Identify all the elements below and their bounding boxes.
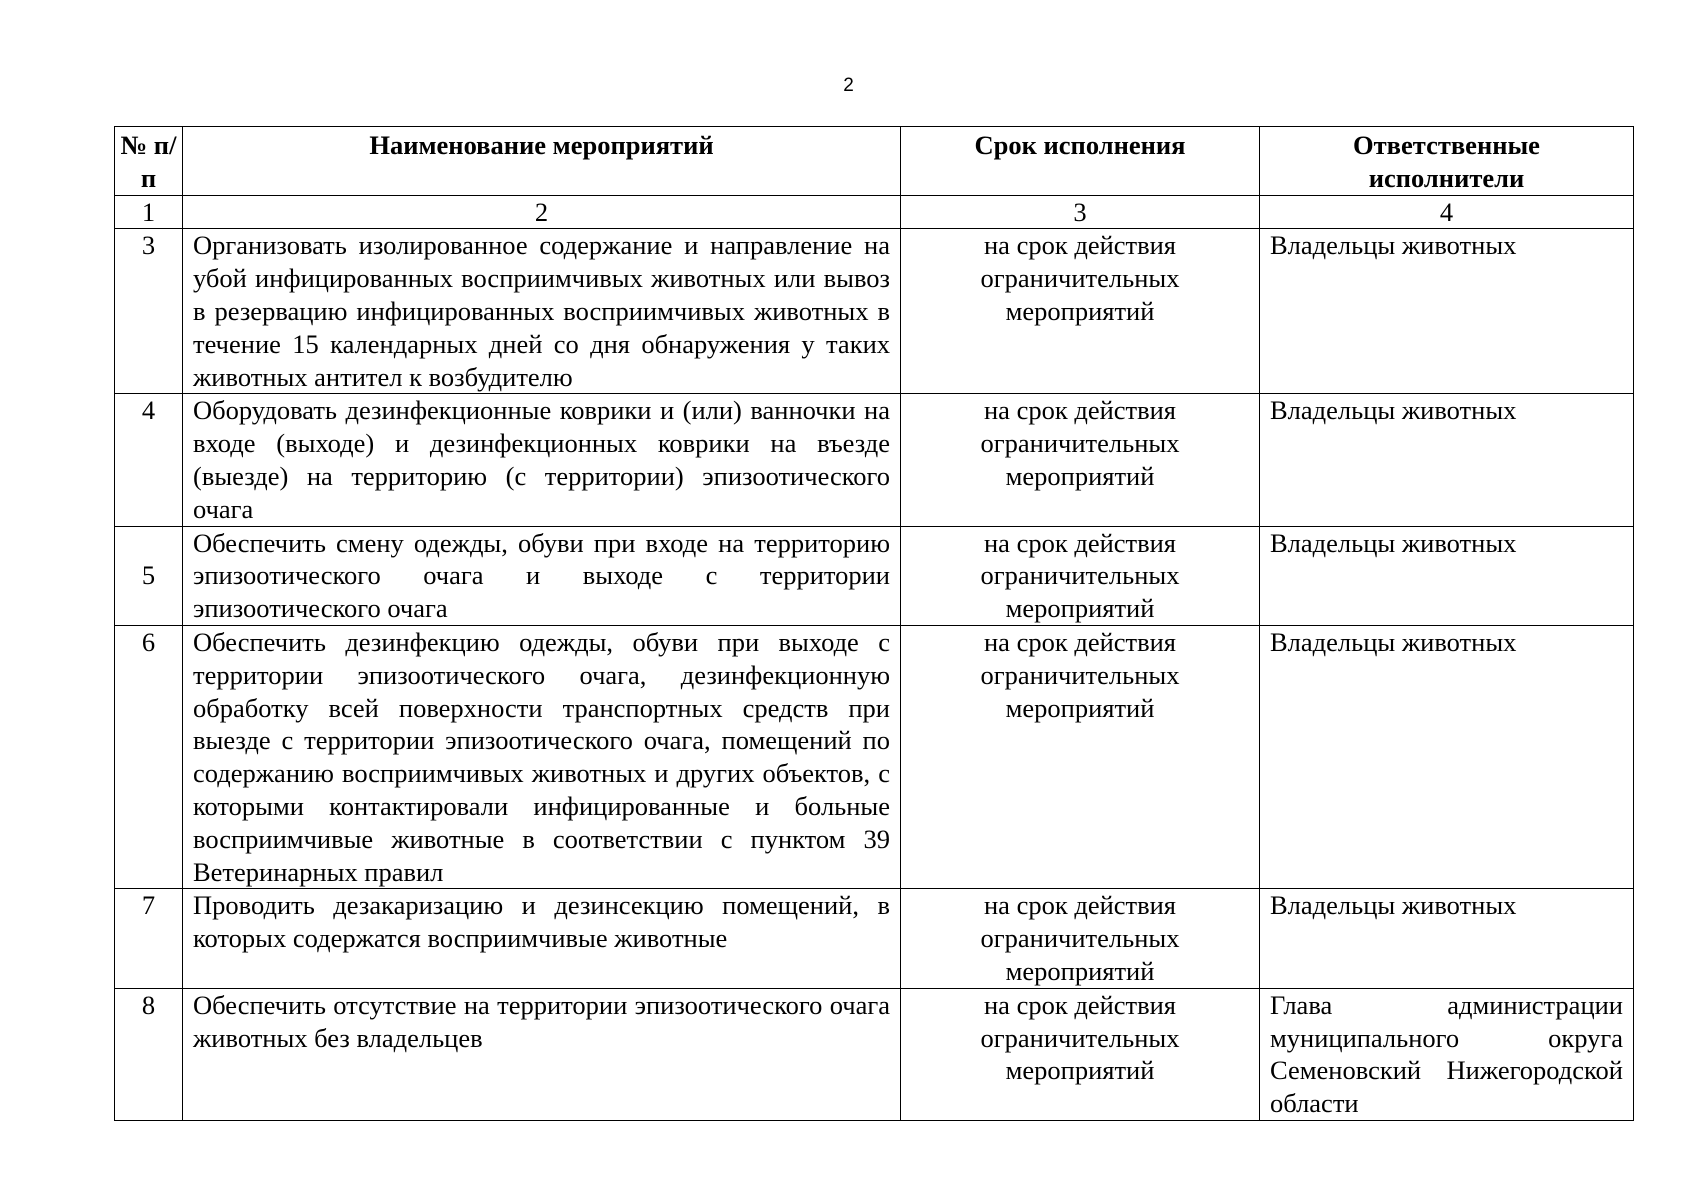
measure-responsible: Владельцы животных bbox=[1260, 229, 1634, 394]
measure-term: на срок действия ограничительных мероприятий bbox=[901, 625, 1260, 888]
table-row bbox=[115, 229, 1634, 394]
table-row bbox=[115, 625, 1634, 888]
column-index: 4 bbox=[1260, 195, 1634, 229]
column-index: 3 bbox=[901, 195, 1260, 229]
header-num: № п/п bbox=[115, 127, 183, 196]
measure-name: Проводить дезакаризацию и дезинсекцию помещений, в которых содержатся восприимчивые животные bbox=[183, 889, 901, 988]
measure-responsible: Глава администрации муниципального округа Семеновский Нижегородской области bbox=[1260, 988, 1634, 1120]
measure-term: на срок действия ограничительных мероприятий bbox=[901, 394, 1260, 526]
row-number: 6 bbox=[115, 625, 183, 888]
table-row bbox=[115, 394, 1634, 526]
column-index-row bbox=[115, 195, 1634, 229]
page-number: 2 bbox=[843, 75, 854, 96]
column-index: 2 bbox=[183, 195, 901, 229]
measure-term: на срок действия ограничительных мероприятий bbox=[901, 526, 1260, 625]
measure-name: Организовать изолированное содержание и направление на убой инфицированных восприимчивых животных или вывоз в резервацию инфицированных восприимчивых животных в течение 15 календарных дней со дня обнаружения у таких животных антител к возбудителю bbox=[183, 229, 901, 394]
measure-name: Оборудовать дезинфекционные коврики и (или) ванночки на входе (выходе) и дезинфекционных коврики на въезде (выезде) на территорию (с территории) эпизоотического очага bbox=[183, 394, 901, 526]
row-number: 8 bbox=[115, 988, 183, 1120]
measure-term: на срок действия ограничительных мероприятий bbox=[901, 889, 1260, 988]
row-number: 3 bbox=[115, 229, 183, 394]
measure-term: на срок действия ограничительных мероприятий bbox=[901, 229, 1260, 394]
measure-responsible: Владельцы животных bbox=[1260, 889, 1634, 988]
measure-name: Обеспечить дезинфекцию одежды, обуви при выходе с территории эпизоотического очага, дезинфекционную обработку всей поверхности транспортных средств при выезде с территории эпизоотического очага, помещений по содержанию восприимчивых животных и других объектов, с которыми контактировали инфицированные и больные восприимчивые животные в соответствии с пунктом 39 Ветеринарных правил bbox=[183, 625, 901, 888]
measure-term: на срок действия ограничительных мероприятий bbox=[901, 988, 1260, 1120]
measure-name: Обеспечить отсутствие на территории эпизоотического очага животных без владельцев bbox=[183, 988, 901, 1120]
table-row bbox=[115, 889, 1634, 988]
header-term: Срок исполнения bbox=[901, 127, 1260, 196]
row-number: 5 bbox=[115, 526, 183, 625]
measure-responsible: Владельцы животных bbox=[1260, 394, 1634, 526]
measure-responsible: Владельцы животных bbox=[1260, 625, 1634, 888]
measure-responsible: Владельцы животных bbox=[1260, 526, 1634, 625]
table-header-row bbox=[115, 127, 1634, 196]
row-number: 4 bbox=[115, 394, 183, 526]
measure-name: Обеспечить смену одежды, обуви при входе на территорию эпизоотического очага и выходе с территории эпизоотического очага bbox=[183, 526, 901, 625]
measures-table bbox=[114, 126, 1634, 1121]
row-number: 7 bbox=[115, 889, 183, 988]
header-resp: Ответственные исполнители bbox=[1260, 127, 1634, 196]
table-row bbox=[115, 526, 1634, 625]
column-index: 1 bbox=[115, 195, 183, 229]
header-name: Наименование мероприятий bbox=[183, 127, 901, 196]
table-row bbox=[115, 988, 1634, 1120]
